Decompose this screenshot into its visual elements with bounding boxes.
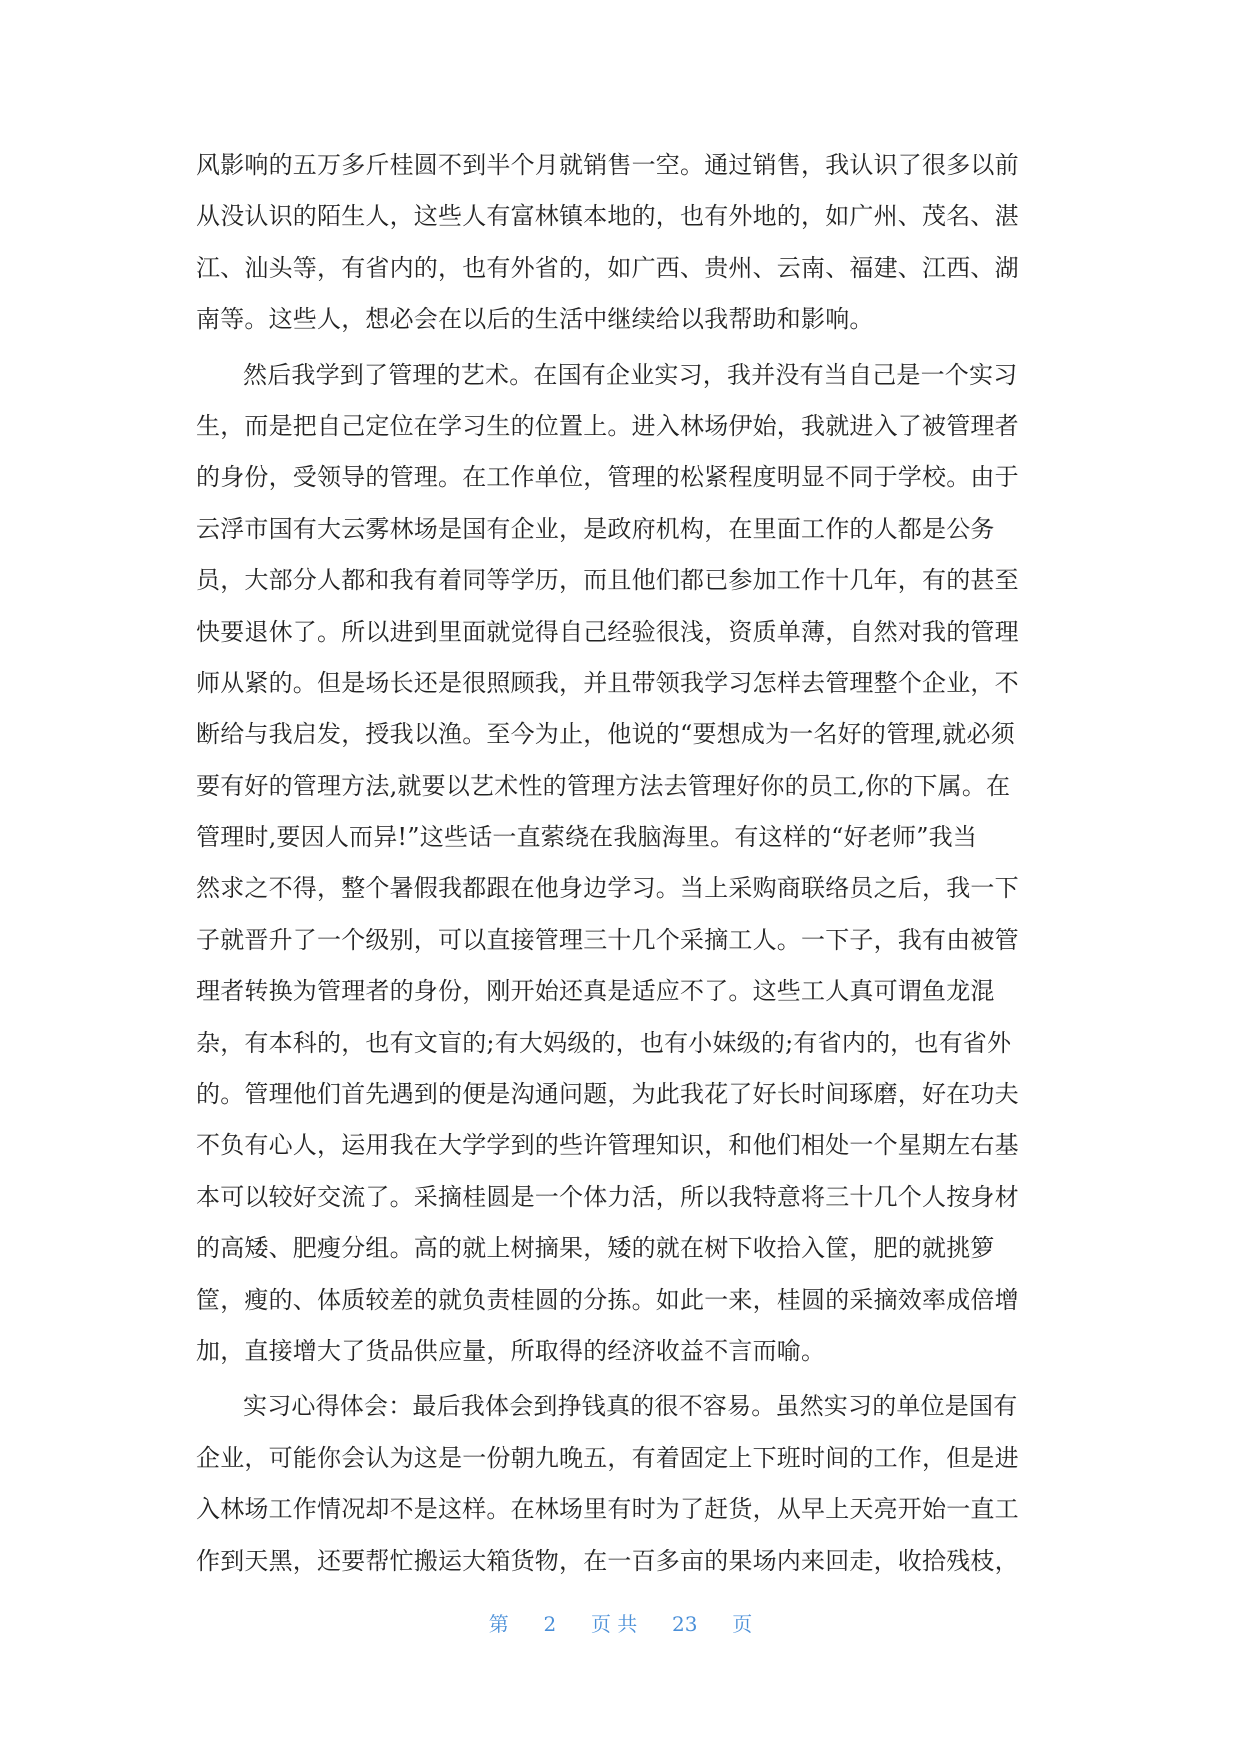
text-line: 云浮市国有大云雾林场是国有企业，是政府机构，在里面工作的人都是公务 (196, 514, 995, 543)
text-line: 作到天黑，还要帮忙搬运大箱货物，在一百多亩的果场内来回走，收拾残枝， (196, 1546, 1019, 1575)
text-line: 企业，可能你会认为这是一份朝九晚五，有着固定上下班时间的工作，但是进 (196, 1443, 1019, 1472)
page-number-footer (0, 1608, 1241, 1637)
total-pages-number: 23 (672, 1612, 698, 1636)
text-line: 的身份，受领导的管理。在工作单位，管理的松紧程度明显不同于学校。由于 (196, 463, 1019, 492)
text-line: 南等。这些人，想必会在以后的生活中继续给以我帮助和影响。 (196, 305, 874, 334)
text-line: 的高矮、肥瘦分组。高的就上树摘果，矮的就在树下收拾入筐，肥的就挑箩 (196, 1234, 995, 1263)
text-line: 师从紧的。但是场长还是很照顾我，并且带领我学习怎样去管理整个企业，不 (196, 668, 1019, 697)
text-line: 加，直接增大了货品供应量，所取得的经济收益不言而喻。 (196, 1336, 826, 1365)
text-line: 风影响的五万多斤桂圆不到半个月就销售一空。通过销售，我认识了很多以前 (196, 151, 1019, 179)
text-line: 从没认识的陌生人，这些人有富林镇本地的，也有外地的，如广州、茂名、湛 (196, 202, 1019, 231)
text-line: 本可以较好交流了。采摘桂圆是一个体力活，所以我特意将三十几个人按身材 (196, 1182, 1019, 1211)
document-body (196, 140, 1046, 1587)
text-line: 断给与我启发，授我以渔。至今为止，他说的“要想成为一名好的管理,就必须 (196, 720, 1015, 749)
text-line: 生，而是把自己定位在学习生的位置上。进入林场伊始，我就进入了被管理者 (196, 411, 1019, 440)
footer-prefix: 第 (488, 1612, 509, 1636)
text-line: 然求之不得，整个暑假我都跟在他身边学习。当上采购商联络员之后，我一下 (196, 874, 1019, 903)
text-line: 江、汕头等，有省内的，也有外省的，如广西、贵州、云南、福建、江西、湖 (196, 253, 1019, 282)
text-line: 筐，瘦的、体质较差的就负责桂圆的分拣。如此一来，桂圆的采摘效率成倍增 (196, 1285, 1019, 1314)
text-line: 杂，有本科的，也有文盲的;有大妈级的，也有小妹级的;有省内的，也有省外 (196, 1028, 1012, 1057)
text-line: 实习心得体会：最后我体会到挣钱真的很不容易。虽然实习的单位是国有 (243, 1392, 1018, 1421)
text-line: 的。管理他们首先遇到的便是沟通问题，为此我花了好长时间琢磨，好在功夫 (196, 1080, 1019, 1109)
text-line: 子就晋升了一个级别，可以直接管理三十几个采摘工人。一下子，我有由被管 (196, 925, 1019, 954)
text-line: 入林场工作情况却不是这样。在林场里有时为了赶货，从早上天亮开始一直工 (196, 1495, 1019, 1524)
footer-middle: 页 共 (590, 1612, 638, 1636)
text-line: 然后我学到了管理的艺术。在国有企业实习，我并没有当自己是一个实习 (243, 360, 1018, 389)
text-line: 理者转换为管理者的身份，刚开始还真是适应不了。这些工人真可谓鱼龙混 (196, 977, 995, 1006)
text-line: 要有好的管理方法,就要以艺术性的管理方法去管理好你的员工,你的下属。在 (196, 771, 1011, 800)
text-line: 管理时,要因人而异!”这些话一直萦绕在我脑海里。有这样的“好老师”我当 (196, 823, 978, 852)
current-page-number: 2 (543, 1612, 557, 1636)
text-line: 不负有心人，运用我在大学学到的些许管理知识，和他们相处一个星期左右基 (196, 1131, 1019, 1160)
footer-suffix: 页 (732, 1612, 753, 1636)
text-line: 员，大部分人都和我有着同等学历，而且他们都已参加工作十几年，有的甚至 (196, 566, 1019, 595)
text-line: 快要退休了。所以进到里面就觉得自己经验很浅，资质单薄，自然对我的管理 (196, 617, 1019, 646)
